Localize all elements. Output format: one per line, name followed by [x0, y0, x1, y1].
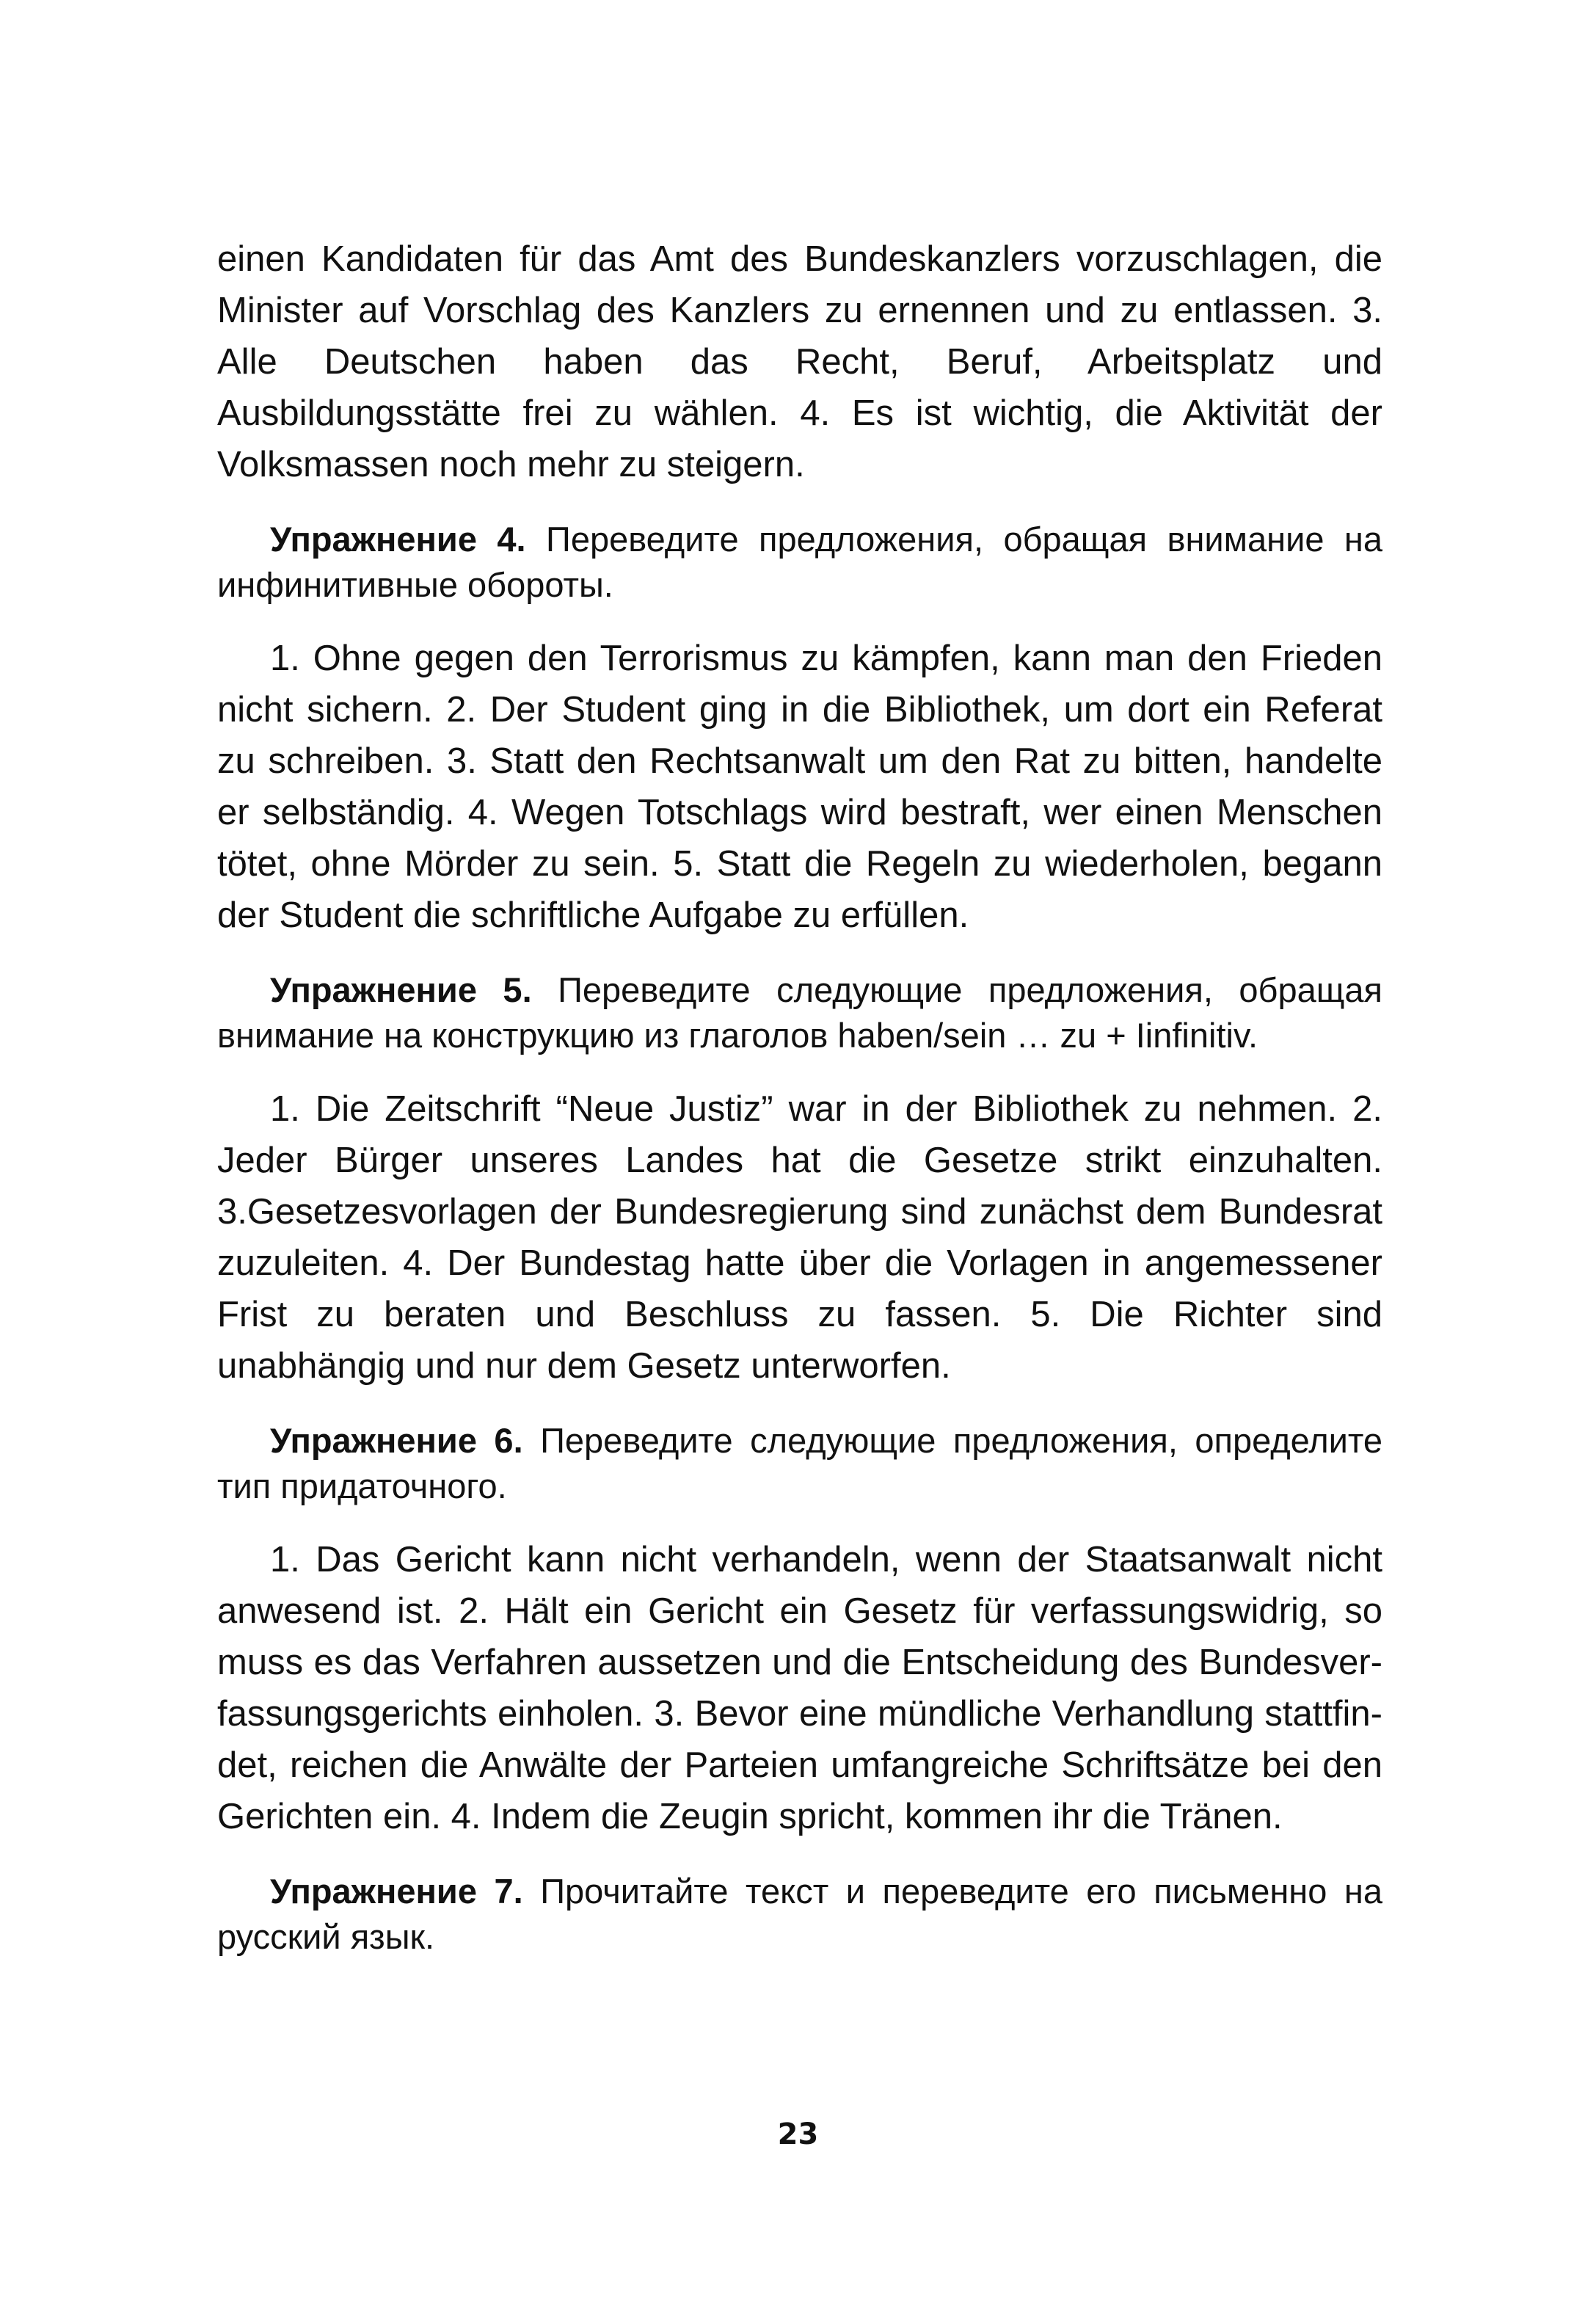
page-body [217, 233, 1382, 1960]
exercise-7-instruction: Прочитайте текст и переведите его письменно на русский язык. [217, 1872, 1382, 1956]
exercise-7-label: Упражнение 7. [270, 1872, 523, 1911]
exercise-4-instruction: Переведите предложения, обращая внимание на инфинитивные обороты. [217, 520, 1382, 604]
exercise-6-label: Упражнение 6. [270, 1421, 523, 1460]
exercise-6-text: 1. Das Gericht kann nicht verhandeln, wenn der Staatsanwalt nicht anwesend ist. 2. Hält ein Gericht ein Gesetz für verfassungswidrig, so muss es das Verfahren aussetzen und die Entscheidung des Bundesver-fassungsgerichts einholen. 3. Bevor eine mündliche Verhandlung stattfin-det, reichen die Anwälte der Parteien umfangreiche Schriftsätze bei den Gerichten ein. 4. Indem die Zeugin spricht, kommen ihr die Tränen. [217, 1540, 1382, 1836]
exercise-7-heading [217, 1869, 1382, 1960]
intro-paragraph: einen Kandidaten für das Amt des Bundeskanzlers vorzuschlagen, die Minister auf Vorschlag des Kanzlers zu ernennen und zu entlassen. 3. Alle Deutschen haben das Recht, Beruf, Arbeitsplatz und Ausbildungsstätte frei zu wählen. 4. Es ist wichtig, die Aktivität der Volksmassen noch mehr zu steigern. [217, 239, 1382, 484]
exercise-5-text: 1. Die Zeitschrift “Neue Justiz” war in der Bibliothek zu nehmen. 2. Jeder Bürger unseres Landes hat die Gesetze strikt einzuhalten. 3.Gesetzesvorlagen der Bundesregierung sind zunächst dem Bundesrat zuzuleiten. 4. Der Bundestag hatte über die Vorlagen in angemessener Frist zu beraten und Beschluss zu fassen. 5. Die Richter sind unabhängig und nur dem Gesetz unterworfen. [217, 1089, 1382, 1386]
exercise-4-heading [217, 517, 1382, 608]
exercise-5-instruction: Переведите следующие предложения, обращая внимание на конструкцию из глаголов haben/sein … zu + Iinfinitiv. [217, 970, 1382, 1055]
exercise-4-text: 1. Ohne gegen den Terrorismus zu kämpfen, kann man den Frieden nicht sichern. 2. Der Student ging in die Bibliothek, um dort ein Referat zu schreiben. 3. Statt den Rechtsanwalt um den Rat zu bitten, handelte er selbständig. 4. Wegen Totschlags wird bestraft, wer einen Menschen tötet, ohne Mörder zu sein. 5. Statt die Regeln zu wiederholen, begann der Student die schriftliche Aufgabe zu erfüllen. [217, 639, 1382, 935]
exercise-4-label: Упражнение 4. [270, 520, 526, 559]
exercise-5-label: Упражнение 5. [270, 970, 532, 1009]
exercise-5-heading [217, 967, 1382, 1058]
exercise-6-instruction: Переведите следующие предложения, определите тип придаточного. [217, 1421, 1383, 1505]
exercise-6-heading [217, 1418, 1382, 1509]
page-number: 23 [777, 2117, 819, 2151]
